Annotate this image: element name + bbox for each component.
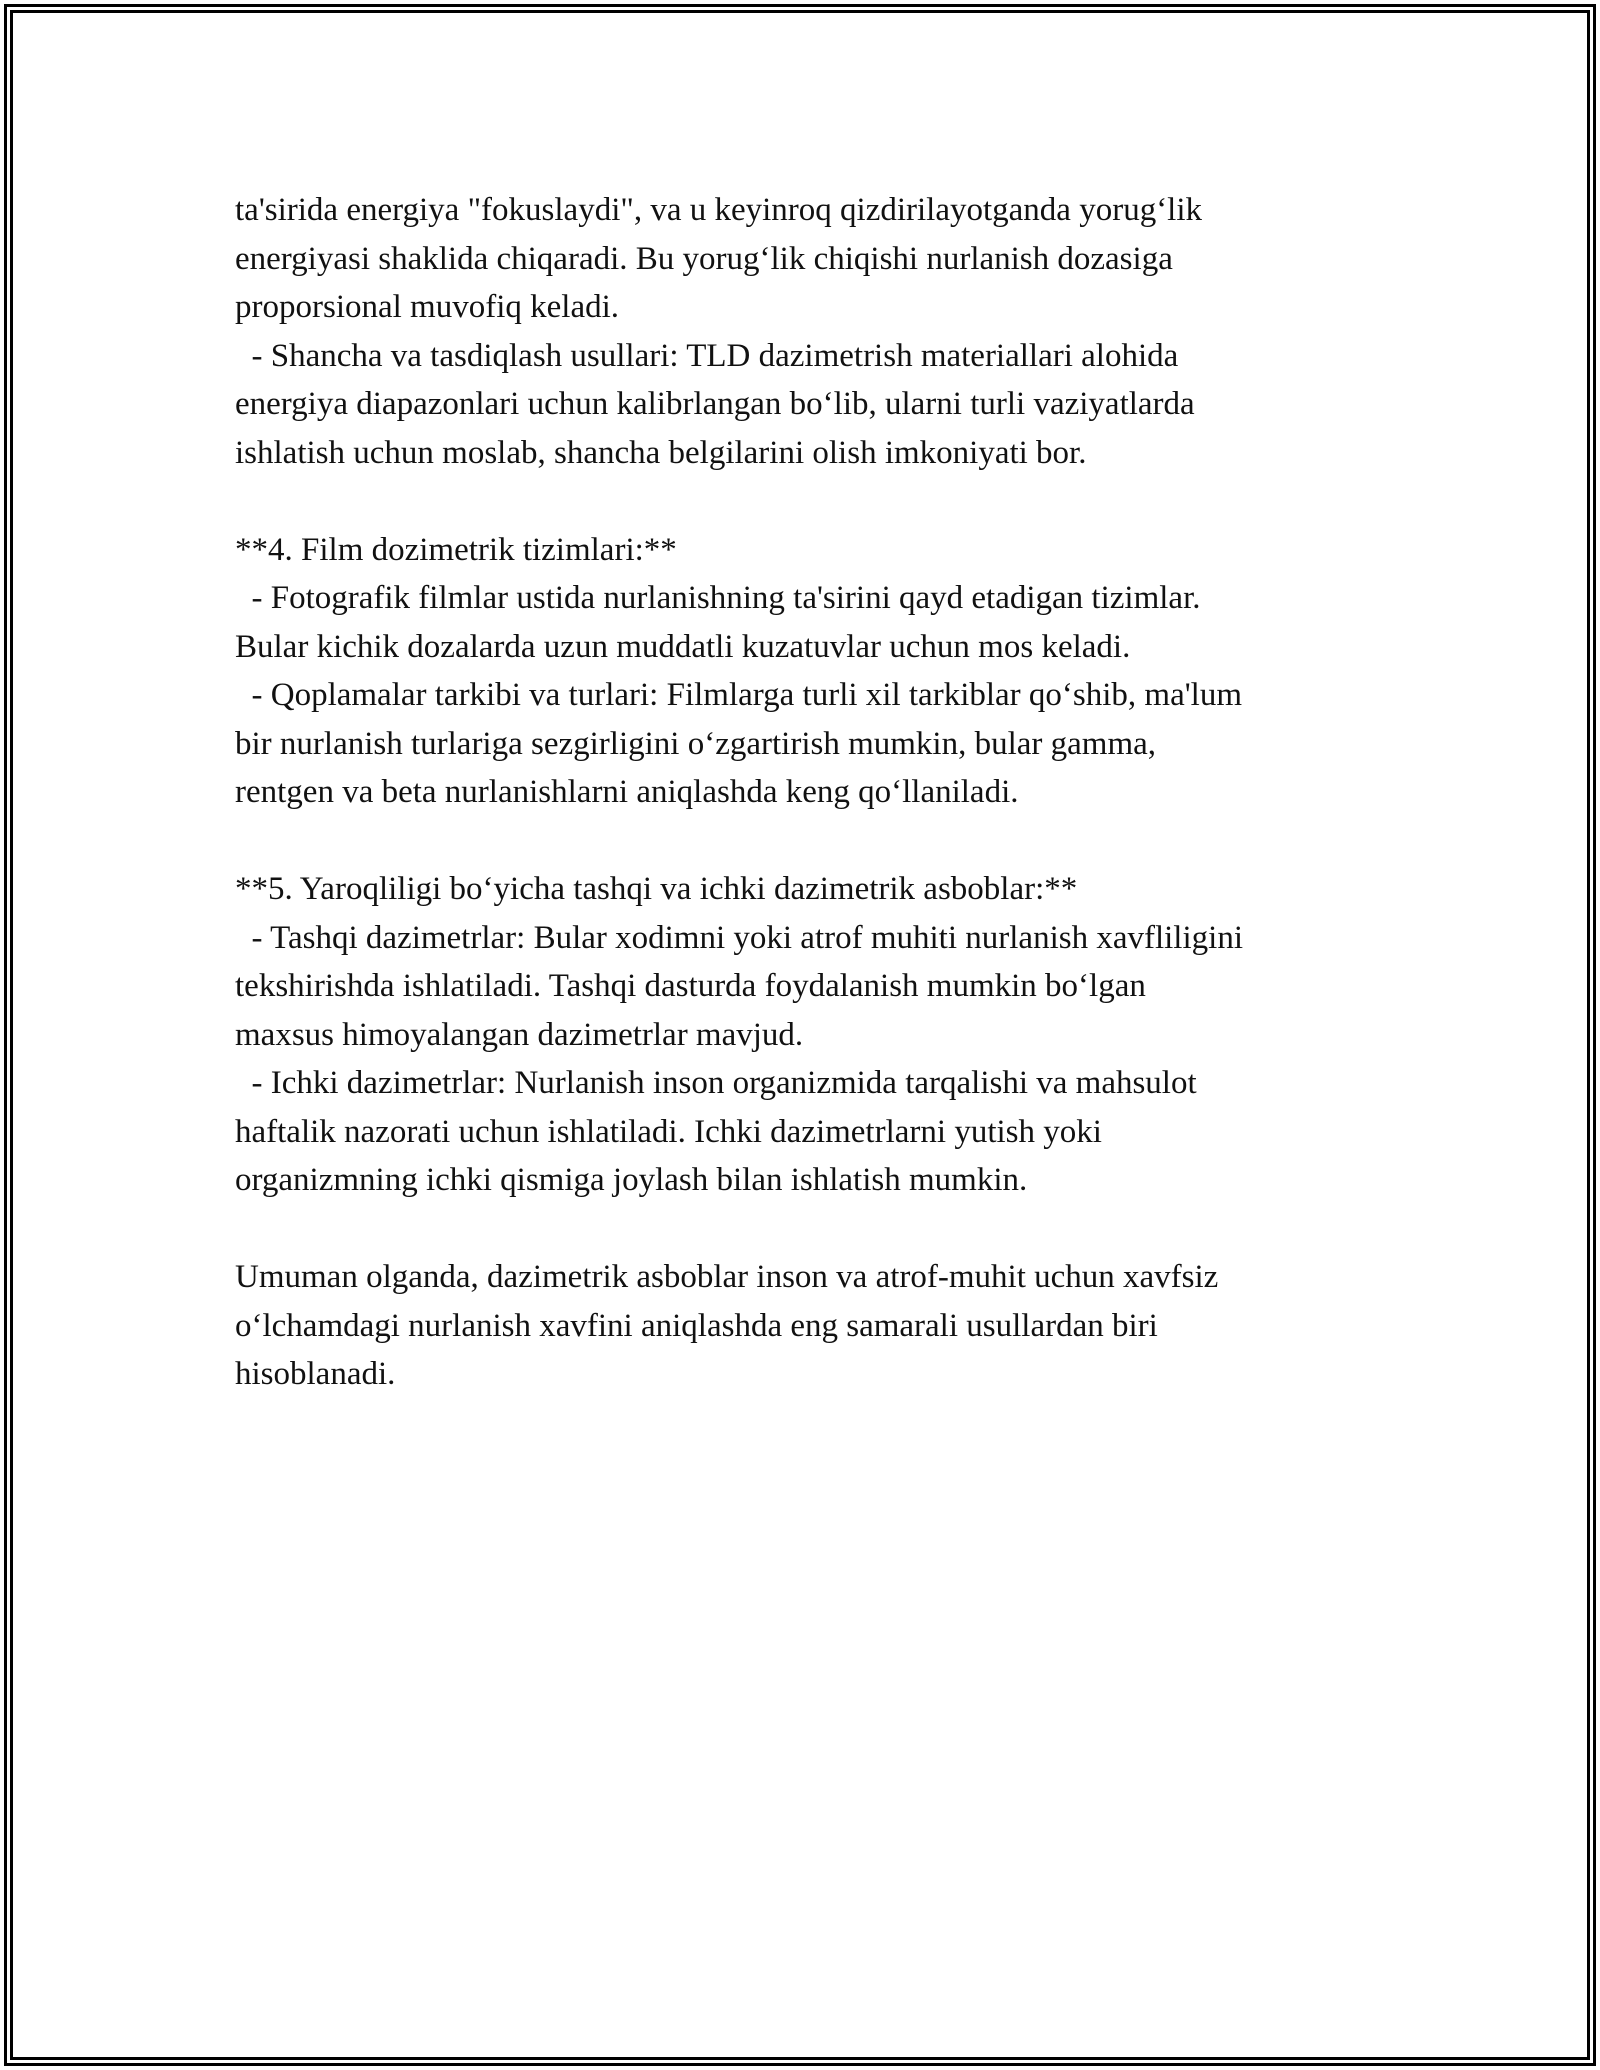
text-line: energiyasi shaklida chiqaradi. Bu yorug‘lik chiqishi nurlanish dozasiga <box>235 240 1173 277</box>
conclusion-line: hisoblanadi. <box>235 1356 396 1392</box>
section-heading: **5. Yaroqliligi bo‘yicha tashqi va ichki dazimetrik asboblar:** <box>235 871 1078 907</box>
conclusion-line: o‘lchamdagi nurlanish xavfini aniqlashda eng samarali usullardan biri <box>235 1307 1158 1344</box>
text-line: - Ichki dazimetrlar: Nurlanish inson organizmida tarqalishi va mahsulot <box>235 1065 1197 1101</box>
conclusion-line: Umuman olganda, dazimetrik asboblar inson va atrof-muhit uchun xavfsiz <box>235 1259 1219 1295</box>
blank-line <box>235 1205 1375 1254</box>
text-line: - Shancha va tasdiqlash usullari: TLD dazimetrish materiallari alohida <box>235 337 1179 374</box>
text-line: energiya diapazonlari uchun kalibrlangan bo‘lib, ularni turli vaziyatlarda <box>235 386 1195 422</box>
text-line: ta'sirida energiya "fokuslaydi", va u keyinroq qizdirilayotganda yorug‘lik <box>235 192 1203 228</box>
text-line: tekshirishda ishlatiladi. Tashqi dasturda foydalanish mumkin bo‘lgan <box>235 968 1146 1004</box>
text-line: ishlatish uchun moslab, shancha belgilarini olish imkoniyati bor. <box>235 434 1087 471</box>
text-line: Bular kichik dozalarda uzun muddatli kuzatuvlar uchun mos keladi. <box>235 628 1131 665</box>
text-line: haftalik nazorati uchun ishlatiladi. Ichki dazimetrlarni yutish yoki <box>235 1113 1102 1150</box>
text-line: maxsus himoyalangan dazimetrlar mavjud. <box>235 1016 804 1053</box>
text-line: organizmning ichki qismiga joylash bilan ishlatish mumkin. <box>235 1162 1028 1198</box>
section-heading: **4. Film dozimetrik tizimlari:** <box>235 531 677 568</box>
text-line: - Qoplamalar tarkibi va turlari: Filmlarga turli xil tarkiblar qo‘shib, ma'lum <box>235 677 1243 713</box>
text-line: proporsional muvofiq keladi. <box>235 289 620 325</box>
blank-line <box>235 477 1375 526</box>
blank-line <box>235 817 1375 866</box>
document-body <box>235 186 1375 1399</box>
text-line: bir nurlanish turlariga sezgirligini o‘zgartirish mumkin, bular gamma, <box>235 725 1157 762</box>
text-line: - Fotografik filmlar ustida nurlanishning ta'sirini qayd etadigan tizimlar. <box>235 580 1201 616</box>
text-line: - Tashqi dazimetrlar: Bular xodimni yoki atrof muhiti nurlanish xavfliligini <box>235 919 1243 956</box>
text-line: rentgen va beta nurlanishlarni aniqlashda keng qo‘llaniladi. <box>235 774 1019 810</box>
